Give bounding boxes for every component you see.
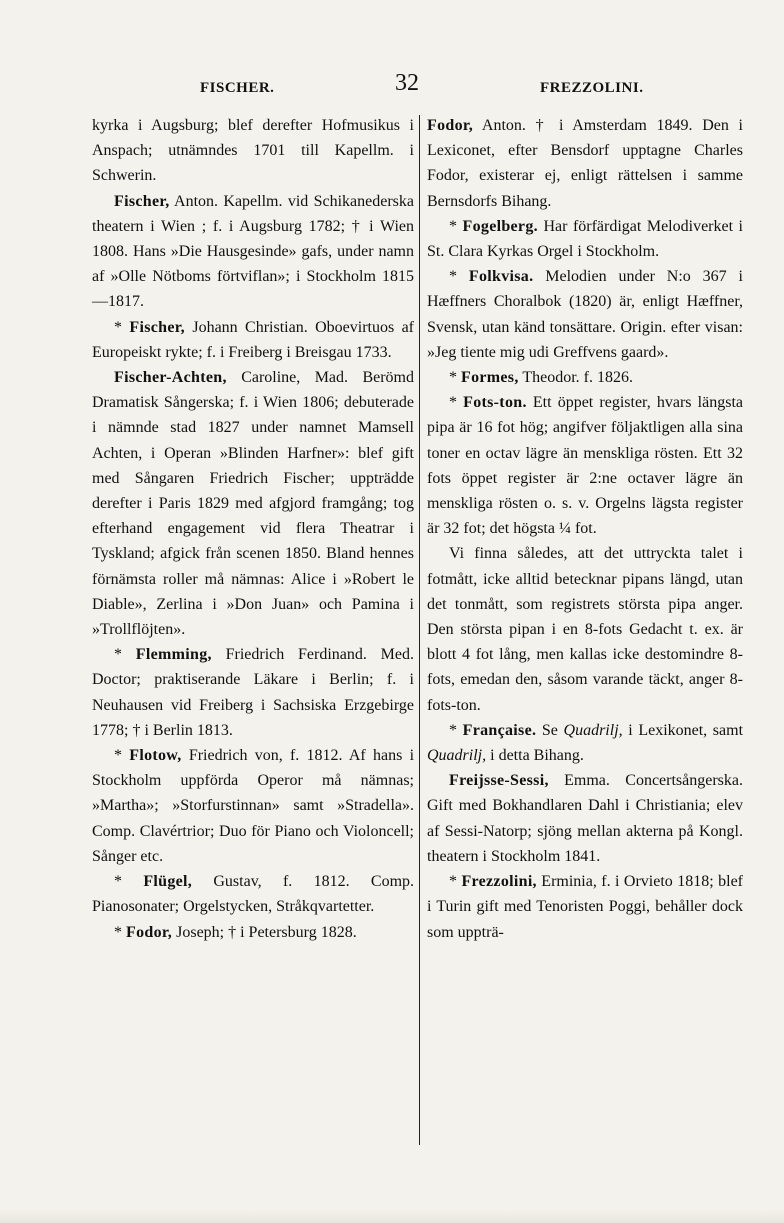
entry-folkvisa: * Folkvisa. Melodien under N:o 367 i Hæffners Choralbok (1820) är, enligt Hæffner, Svensk, utan känd tonsättare. Origin. efter visan: »Jeg tiente mig udi Greffvens gaard». xyxy=(427,268,743,361)
right-column xyxy=(427,113,743,1173)
entry-formes: * Formes, Theodor. f. 1826. xyxy=(449,369,633,387)
headword: Freijsse-Sessi, xyxy=(449,772,549,790)
entry-fogelberg: * Fogelberg. Har förfärdigat Melodiverket i St. Clara Kyrkas Orgel i Stockholm. xyxy=(427,217,744,261)
entry-fischer-achten: Fischer-Achten, Caroline, Mad. Berömd Dramatisk Sångerska; f. i Wien 1806; debuterade i nämnde stad 1827 under namnet Mamsell Achten, i Operan »Blinden Harfner»: blef gift med Sångaren Friedrich Fischer; uppträdde derefter i Paris 1829 med afgjord framgång; tog efterhand engagement vid flera Theatrar i Tyskland; afgick från scenen 1850. Bland hennes förnämsta roller må nämnas: Alice i »Robert le Diable», Zerlina i »Don Juan» och Pamina i »Trollflöjten». xyxy=(92,369,414,639)
headword: Frezzolini, xyxy=(461,873,537,891)
entry-francaise: * Française. Se Quadrilj, i Lexikonet, samt Quadrilj, i detta Bihang. xyxy=(427,721,744,765)
page-number: 32 xyxy=(395,70,419,96)
column-divider xyxy=(419,115,420,1145)
headword: Flügel, xyxy=(143,873,193,891)
running-head-right: FREZZOLINI. xyxy=(540,80,644,96)
page-bottom-edge xyxy=(0,1209,784,1223)
headword: Flotow, xyxy=(129,747,182,765)
headword: Fischer, xyxy=(129,318,185,336)
entry-fots-ton-cont: Vi finna således, att det uttryckta talet i fotmått, icke alltid betecknar pipans längd, utan det tonmått, som registrets största pipa anger. Den största pipan i en 8-fots Gedacht t. ex. är blott 4 fot lång, men kallas icke destomindre 8-fots, emedan den, såsom varande täckt, anger 8-fots-ton. xyxy=(427,545,743,714)
headword: Française. xyxy=(462,721,537,739)
headword: Formes, xyxy=(461,369,519,387)
entry-continuation: kyrka i Augsburg; blef derefter Hofmusikus i Anspach; utnämndes 1701 till Kapellm. i Schwerin. xyxy=(92,117,414,185)
entry-flotow: * Flotow, Friedrich von, f. 1812. Af hans i Stockholm uppförda Operor må nämnas; »Martha»; »Storfurstinnan» samt »Stradella». Comp. Clavértrior; Duo för Piano och Violoncell; Sånger etc. xyxy=(92,747,415,865)
running-head-left: FISCHER. xyxy=(200,80,275,96)
entry-fots-ton: * Fots-ton. Ett öppet register, hvars längsta pipa är 16 fot hög; angifver följaktligen alla sina toner en octav lägre än menskliga rösten. Ett 32 fots öppet register är 2:ne octaver lägre än menskliga rösten o. s. v. Orgelns lägsta register är 32 fot; det högsta ¼ fot. xyxy=(427,394,744,538)
entry-flugel: * Flügel, Gustav, f. 1812. Comp. Pianosonater; Orgelstycken, Stråkqvartetter. xyxy=(92,873,415,916)
entry-frezzolini: * Frezzolini, Erminia, f. i Orvieto 1818; blef i Turin gift med Tenoristen Poggi, behåller dock som uppträ- xyxy=(427,873,743,941)
headword: Fodor, xyxy=(427,117,474,134)
entry-fischer-anton: Fischer, Anton. Kapellm. vid Schikanederska theatern i Wien ; f. i Augsburg 1782; † i Wien 1808. Hans »Die Hausgesinde» gafs, under namn af »Olle Nötboms förtviflan»; i Stockholm 1815—1817. xyxy=(92,192,414,311)
entry-fodor-joseph: * Fodor, Joseph; † i Petersburg 1828. xyxy=(114,923,357,941)
left-column xyxy=(92,113,414,1173)
headword: Folkvisa. xyxy=(468,268,534,286)
entry-fischer-johann: * Fischer, Johann Christian. Oboevirtuos af Europeiskt rykte; f. i Freiberg i Breisgau 1733. xyxy=(92,318,414,361)
headword: Fischer, xyxy=(114,192,170,210)
headword: Fogelberg. xyxy=(462,217,538,235)
page-header xyxy=(0,70,784,108)
headword: Fodor, xyxy=(126,923,173,941)
entry-flemming: * Flemming, Friedrich Ferdinand. Med. Doctor; praktiserande Läkare i Berlin; f. i Neuhausen vid Freiberg i Sachsiska Erzgebirge 1778; † i Berlin 1813. xyxy=(92,646,414,739)
headword: Fots-ton. xyxy=(463,394,527,412)
entry-fodor-anton: Fodor, Anton. † i Amsterdam 1849. Den i Lexiconet, efter Bensdorf upptagne Charles Fodor, existerar ej, enligt rättelsen i samme Bernsdorfs Bihang. xyxy=(427,117,743,210)
headword: Fischer-Achten, xyxy=(114,369,227,387)
entry-freijsse-sessi: Freijsse-Sessi, Emma. Concertsångerska. Gift med Bokhandlaren Dahl i Christiania; elev af Sessi-Natorp; sjöng mellan akterna på Kongl. theatern i Stockholm 1841. xyxy=(427,772,743,865)
headword: Flemming, xyxy=(135,646,212,664)
